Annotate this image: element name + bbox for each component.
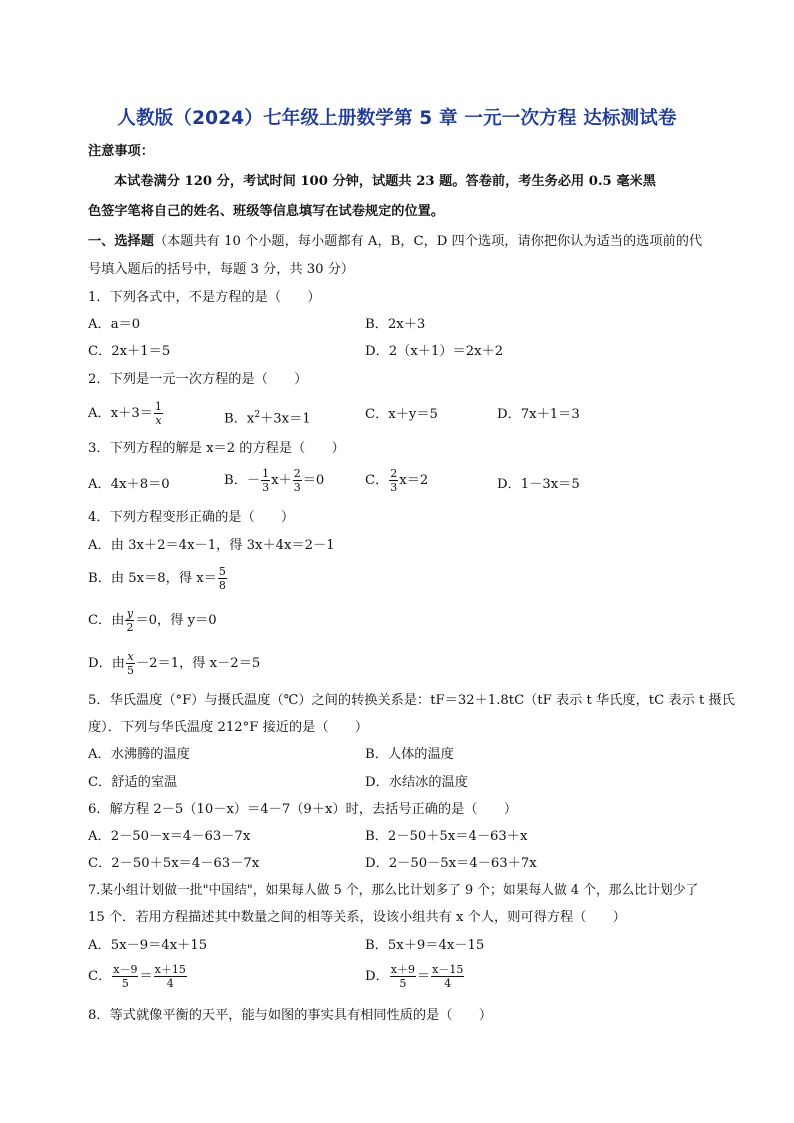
section1-desc-line1: （本题共有 10 个小题，每小题都有 A，B，C，D 四个选项，请你把你认为适当的选项前的代 <box>153 234 703 249</box>
section1-heading-line <box>88 233 702 251</box>
q3-c-fraction <box>389 467 398 494</box>
q3-b-num2: 2 <box>293 467 301 480</box>
q1-option-b: B．2x＋3 <box>365 317 426 332</box>
q4-option-c <box>88 607 217 634</box>
q4-option-a: A．由 3x＋2＝4x－1，得 3x＋4x＝2－1 <box>88 538 335 553</box>
q5-option-d: D．水结冰的温度 <box>365 775 468 790</box>
q7-d-den2: 4 <box>444 977 452 990</box>
q4-c-denominator: 2 <box>126 621 134 634</box>
q2-option-a <box>88 400 164 427</box>
q7-option-c <box>88 963 188 990</box>
q7-c-equals: ＝ <box>139 969 153 984</box>
q2-b-suffix: ＋3x＝1 <box>260 411 311 427</box>
q7-c-fraction1 <box>112 963 138 990</box>
q5-option-a: A．水沸腾的温度 <box>88 747 190 762</box>
q4-d-denominator: 5 <box>126 664 134 677</box>
q4-b-fraction <box>218 565 227 592</box>
q2-option-b <box>224 406 311 428</box>
q2-option-d: D．7x＋1＝3 <box>497 407 580 422</box>
q7-d-equals: ＝ <box>416 969 431 984</box>
q2-stem: 2．下列是一元一次方程的是（ ） <box>88 372 308 387</box>
q4-c-fraction <box>125 607 134 634</box>
q2-a-prefix: A．x＋3＝ <box>88 406 153 421</box>
q3-b-prefix: B．－ <box>224 473 261 488</box>
page-title: 人教版（2024）七年级上册数学第 5 章 一元一次方程 达标测试卷 <box>117 108 677 129</box>
q4-d-fraction <box>126 650 135 677</box>
q5-stem-line1: 5．华氏温度（°F）与摄氏温度（℃）之间的转换关系是：tF＝32＋1.8tC（tF 表示 t 华氏度，tC 表示 t 摄氏 <box>88 693 735 708</box>
q6-option-b: B．2－50＋5x＝4－63＋x <box>365 829 528 844</box>
q7-d-num2: x－15 <box>432 963 464 976</box>
q6-option-c: C．2－50＋5x＝4－63－7x <box>88 856 260 871</box>
q7-c-den1: 5 <box>121 977 129 990</box>
q7-option-d <box>365 963 465 990</box>
q3-b-suffix: ＝0 <box>302 473 325 488</box>
q3-b-den2: 3 <box>293 481 301 494</box>
q3-b-fraction1 <box>261 467 270 494</box>
q8-stem: 8．等式就像平衡的天平，能与如图的事实具有相同性质的是（ ） <box>88 1008 493 1023</box>
q3-c-prefix: C． <box>365 473 389 488</box>
q2-a-denominator: x <box>155 414 162 427</box>
q3-option-c <box>365 467 428 494</box>
q4-b-denominator: 8 <box>218 579 226 592</box>
q7-c-den2: 4 <box>166 977 174 990</box>
q4-c-prefix: C．由 <box>88 613 125 628</box>
q3-b-num1: 1 <box>262 467 270 480</box>
q4-c-numerator: y <box>126 607 134 620</box>
q6-option-a: A．2－50－x＝4－63－7x <box>88 829 251 844</box>
q2-b-exponent: 2 <box>254 410 261 420</box>
q7-stem-line1: 7.某小组计划做一批"中国结"，如果每人做 5 个，那么比计划多了 9 个；如果每人做 4 个，那么比计划少了 <box>88 883 699 898</box>
q6-stem: 6．解方程 2－5（10－x）＝4－7（9＋x）时，去括号正确的是（ ） <box>88 802 518 817</box>
q7-d-prefix: D． <box>365 969 389 984</box>
q5-stem-line2: 度）．下列与华氏温度 212°F 接近的是（ ） <box>88 720 369 735</box>
q7-d-den1: 5 <box>399 977 407 990</box>
q4-option-b <box>88 565 228 592</box>
q7-d-num1: x＋9 <box>390 963 415 976</box>
q4-d-numerator: x <box>127 650 134 663</box>
q3-c-denominator: 3 <box>390 481 398 494</box>
q3-b-fraction2 <box>293 467 302 494</box>
q7-c-num1: x－9 <box>113 963 138 976</box>
q3-option-b <box>224 467 324 494</box>
q5-option-c: C．舒适的室温 <box>88 775 178 790</box>
q3-b-den1: 3 <box>262 481 270 494</box>
q4-d-prefix: D．由 <box>88 656 125 671</box>
q3-option-a: A．4x＋8＝0 <box>88 477 170 492</box>
q4-b-numerator: 5 <box>218 565 226 578</box>
q7-option-a: A．5x－9＝4x＋15 <box>88 938 208 953</box>
q6-option-d: D．2－50－5x＝4－63＋7x <box>365 856 537 871</box>
q1-option-d: D．2（x＋1）＝2x＋2 <box>365 344 504 359</box>
q3-option-d: D．1－3x＝5 <box>497 477 580 492</box>
section1-desc-line2: 号填入题后的括号中，每题 3 分，共 30 分） <box>88 262 355 277</box>
q7-d-fraction1 <box>390 963 416 990</box>
q3-stem: 3．下列方程的解是 x＝2 的方程是（ ） <box>88 441 345 456</box>
notice-paragraph-line1: 本试卷满分 120 分，考试时间 100 分钟，试题共 23 题。答卷前，考生务必用 0.5 毫米黑 <box>114 174 656 189</box>
q3-b-middle: x＋ <box>271 473 292 488</box>
q3-c-suffix: x＝2 <box>399 473 429 488</box>
q2-a-fraction <box>154 400 163 427</box>
q2-b-prefix: B．x <box>224 411 255 427</box>
q4-d-suffix: －2＝1，得 x－2＝5 <box>135 656 261 671</box>
q2-a-numerator: 1 <box>154 400 162 413</box>
q7-c-fraction2 <box>154 963 187 990</box>
notice-heading: 注意事项： <box>88 144 154 159</box>
q1-stem: 1．下列各式中，不是方程的是（ ） <box>88 290 321 305</box>
q7-stem-line2: 15 个．若用方程描述其中数量之间的相等关系，设该小组共有 x 个人，则可得方程（ ） <box>88 910 626 925</box>
section1-heading: 一、选择题 <box>88 234 154 249</box>
notice-paragraph-line2: 色签字笔将自己的姓名、班级等信息填写在试卷规定的位置。 <box>88 204 445 219</box>
q2-option-c: C．x＋y＝5 <box>365 407 438 422</box>
q7-option-b: B．5x＋9＝4x－15 <box>365 938 485 953</box>
q4-c-suffix: ＝0，得 y＝0 <box>135 613 217 628</box>
q4-stem: 4．下列方程变形正确的是（ ） <box>88 510 295 525</box>
q7-d-fraction2 <box>431 963 464 990</box>
q1-option-a: A．a＝0 <box>88 317 141 332</box>
q4-b-prefix: B．由 5x＝8，得 x＝ <box>88 571 217 586</box>
q3-c-numerator: 2 <box>390 467 398 480</box>
q7-c-prefix: C． <box>88 969 112 984</box>
q4-option-d <box>88 650 260 677</box>
q7-c-num2: x＋15 <box>154 963 186 976</box>
q1-option-c: C．2x＋1＝5 <box>88 344 171 359</box>
q5-option-b: B．人体的温度 <box>365 747 454 762</box>
